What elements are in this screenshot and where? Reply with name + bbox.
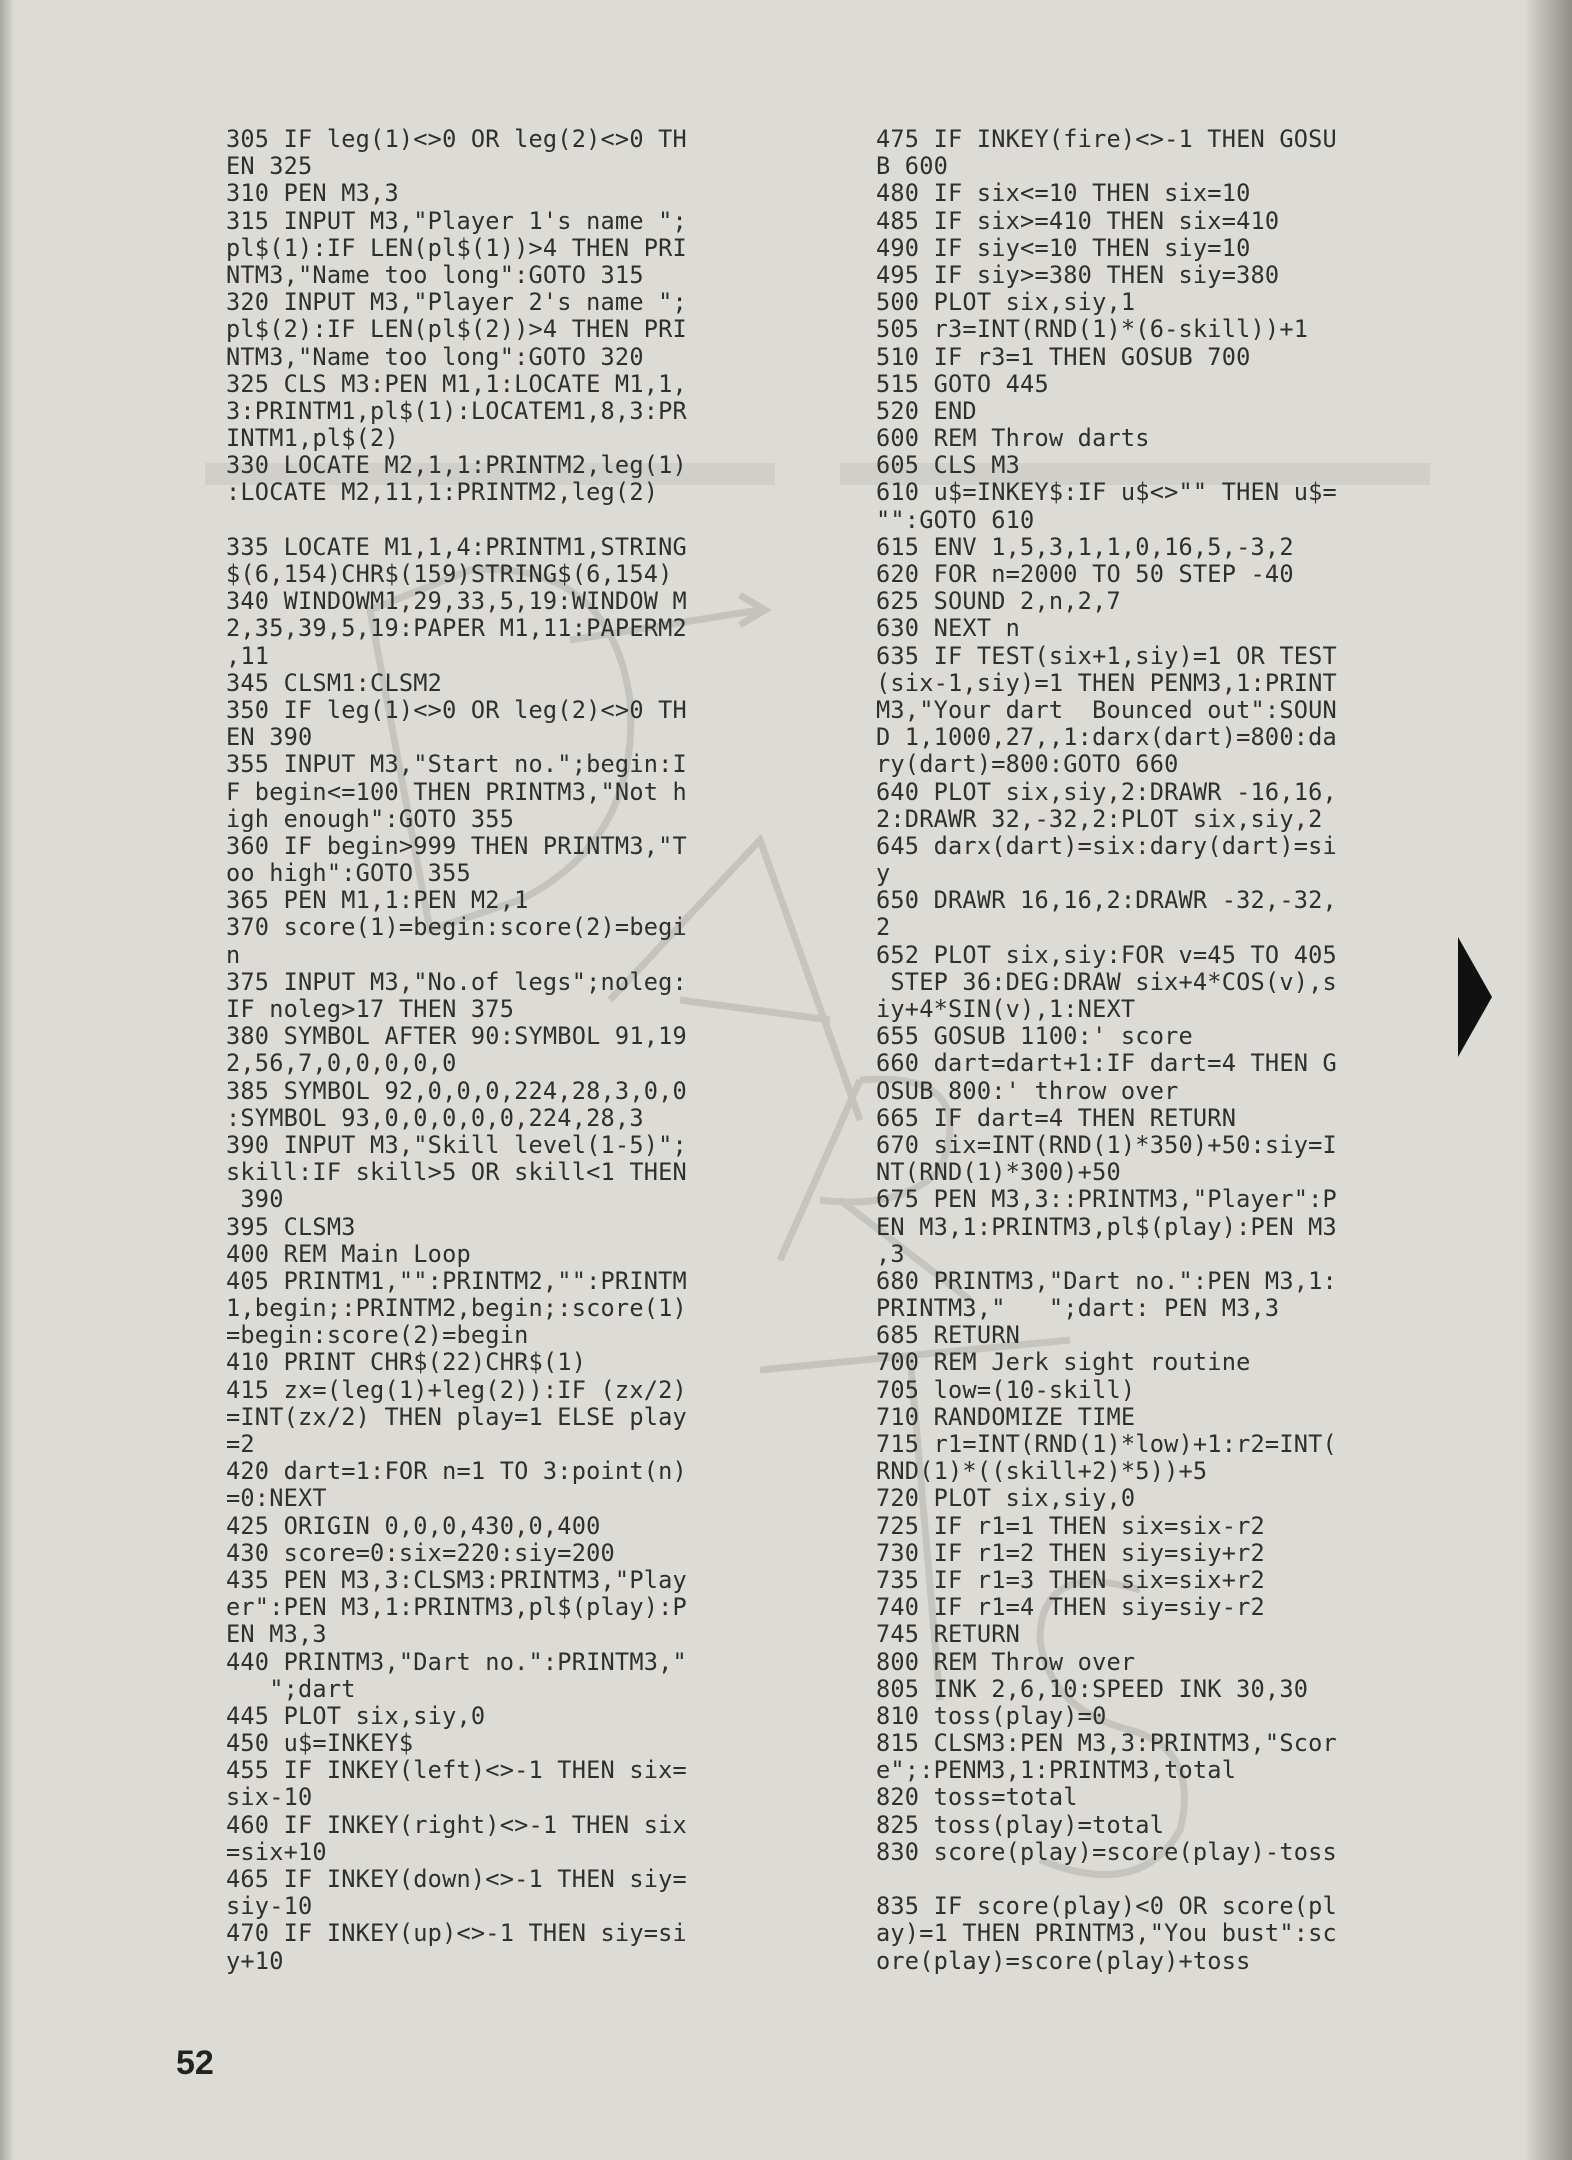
code-line: 455 IF INKEY(left)<>-1 THEN six= <box>226 1756 687 1785</box>
code-line: 630 NEXT n <box>876 614 1021 643</box>
code-line: 345 CLSM1:CLSM2 <box>226 668 443 697</box>
page-left-edge <box>0 0 14 2160</box>
code-line: 745 RETURN <box>876 1620 1021 1649</box>
code-line: 415 zx=(leg(1)+leg(2)):IF (zx/2) <box>226 1375 687 1404</box>
code-line: 610 u$=INKEY$:IF u$<>"" THEN u$= <box>876 478 1337 507</box>
code-line: 805 INK 2,6,10:SPEED INK 30,30 <box>876 1674 1309 1703</box>
book-spine-shadow <box>1526 0 1572 2160</box>
code-line: 835 IF score(play)<0 OR score(pl <box>876 1892 1337 1921</box>
code-line: NTM3,"Name too long":GOTO 320 <box>226 342 644 371</box>
code-line: 715 r1=INT(RND(1)*low)+1:r2=INT( <box>876 1430 1337 1458</box>
code-line: 465 IF INKEY(down)<>-1 THEN siy= <box>226 1865 687 1893</box>
code-line: 645 darx(dart)=six:dary(dart)=si <box>876 831 1337 860</box>
code-line: IF noleg>17 THEN 375 <box>226 995 515 1023</box>
code-line: y+10 <box>226 1946 284 1975</box>
code-line: 670 six=INT(RND(1)*350)+50:siy=I <box>876 1130 1337 1159</box>
code-line: 495 IF siy>=380 THEN siy=380 <box>876 260 1280 289</box>
code-line: 720 PLOT six,siy,0 <box>876 1484 1136 1513</box>
code-line: 470 IF INKEY(up)<>-1 THEN siy=si <box>226 1919 687 1948</box>
code-line: e";:PENM3,1:PRINTM3,total <box>876 1756 1237 1785</box>
code-line: 305 IF leg(1)<>0 OR leg(2)<>0 TH <box>226 125 687 153</box>
code-line: pl$(1):IF LEN(pl$(1))>4 THEN PRI <box>226 233 687 262</box>
code-line: 355 INPUT M3,"Start no.";begin:I <box>226 750 687 779</box>
code-line: 480 IF six<=10 THEN six=10 <box>876 179 1251 208</box>
code-line: 600 REM Throw darts <box>876 424 1150 453</box>
code-line: er":PEN M3,1:PRINTM3,pl$(play):P <box>226 1593 687 1622</box>
code-line: =begin:score(2)=begin <box>226 1321 529 1350</box>
code-line: 825 toss(play)=total <box>876 1810 1165 1839</box>
code-line: 445 PLOT six,siy,0 <box>226 1701 486 1730</box>
code-line: PRINTM3," ";dart: PEN M3,3 <box>876 1294 1280 1323</box>
code-line: 430 score=0:six=220:siy=200 <box>226 1538 615 1567</box>
code-line: 620 FOR n=2000 TO 50 STEP -40 <box>876 560 1294 588</box>
code-line: ,3 <box>876 1239 905 1268</box>
code-line: :SYMBOL 93,0,0,0,0,0,224,28,3 <box>226 1103 644 1132</box>
code-line: siy-10 <box>226 1892 313 1921</box>
code-line: 380 SYMBOL AFTER 90:SYMBOL 91,19 <box>226 1022 687 1051</box>
code-line: 440 PRINTM3,"Dart no.":PRINTM3," <box>226 1647 687 1676</box>
code-line: n <box>226 940 241 969</box>
code-line: 340 WINDOWM1,29,33,5,19:WINDOW M <box>226 587 687 616</box>
page-number: 52 <box>176 2044 214 2082</box>
code-line: skill:IF skill>5 OR skill<1 THEN <box>226 1158 687 1187</box>
code-line: 830 score(play)=score(play)-toss <box>876 1837 1337 1866</box>
code-line: 800 REM Throw over <box>876 1647 1136 1676</box>
code-line: 505 r3=INT(RND(1)*(6-skill))+1 <box>876 315 1309 344</box>
code-line: 735 IF r1=3 THEN six=six+r2 <box>876 1565 1265 1594</box>
code-line: EN 390 <box>226 723 313 752</box>
code-line: 330 LOCATE M2,1,1:PRINTM2,leg(1) <box>226 451 687 480</box>
code-line: 390 <box>226 1185 284 1214</box>
code-line: 390 INPUT M3,"Skill level(1-5)"; <box>226 1130 687 1159</box>
code-line: 705 low=(10-skill) <box>876 1375 1136 1404</box>
code-line: 635 IF TEST(six+1,siy)=1 OR TEST <box>876 641 1337 670</box>
code-line: D 1,1000,27,,1:darx(dart)=800:da <box>876 723 1337 752</box>
code-line: $(6,154)CHR$(159)STRING$(6,154) <box>226 560 673 588</box>
code-line: 410 PRINT CHR$(22)CHR$(1) <box>226 1348 587 1377</box>
code-line: 435 PEN M3,3:CLSM3:PRINTM3,"Play <box>226 1565 687 1594</box>
code-line: 405 PRINTM1,"":PRINTM2,"":PRINTM <box>226 1266 687 1295</box>
code-line: 515 GOTO 445 <box>876 369 1049 398</box>
code-line: OSUB 800:' throw over <box>876 1076 1179 1105</box>
code-line: 710 RANDOMIZE TIME <box>876 1402 1136 1431</box>
code-line: STEP 36:DEG:DRAW six+4*COS(v),s <box>876 967 1337 996</box>
code-line: 810 toss(play)=0 <box>876 1701 1107 1730</box>
code-line: 350 IF leg(1)<>0 OR leg(2)<>0 TH <box>226 695 687 724</box>
code-line: 375 INPUT M3,"No.of legs";noleg: <box>226 967 687 996</box>
code-line: 420 dart=1:FOR n=1 TO 3:point(n) <box>226 1457 687 1486</box>
code-line: 510 IF r3=1 THEN GOSUB 700 <box>876 342 1251 371</box>
code-line: M3,"Your dart Bounced out":SOUN <box>876 695 1337 724</box>
code-line: 675 PEN M3,3::PRINTM3,"Player":P <box>876 1185 1337 1214</box>
code-line: 655 GOSUB 1100:' score <box>876 1022 1193 1051</box>
code-line: y <box>876 859 891 888</box>
next-page-arrow-icon <box>1458 937 1492 1057</box>
code-line: igh enough":GOTO 355 <box>226 804 515 833</box>
code-line: 335 LOCATE M1,1,4:PRINTM1,STRING <box>226 532 687 561</box>
code-line: 665 IF dart=4 THEN RETURN <box>876 1103 1237 1132</box>
code-line: 660 dart=dart+1:IF dart=4 THEN G <box>876 1049 1337 1078</box>
code-line: 360 IF begin>999 THEN PRINTM3,"T <box>226 831 687 860</box>
code-line: "":GOTO 610 <box>876 505 1035 534</box>
code-line: 490 IF siy<=10 THEN siy=10 <box>876 233 1251 262</box>
code-line: F begin<=100 THEN PRINTM3,"Not h <box>226 777 687 806</box>
code-line: EN 325 <box>226 152 313 181</box>
code-line: 450 u$=INKEY$ <box>226 1729 414 1758</box>
code-line: 370 score(1)=begin:score(2)=begi <box>226 913 687 942</box>
code-line: 820 toss=total <box>876 1783 1078 1812</box>
code-line: 2:DRAWR 32,-32,2:PLOT six,siy,2 <box>876 804 1323 833</box>
code-line <box>226 507 786 534</box>
code-line: 605 CLS M3 <box>876 451 1021 480</box>
code-line: 365 PEN M1,1:PEN M2,1 <box>226 886 529 915</box>
code-line: =0:NEXT <box>226 1484 327 1513</box>
code-line: EN M3,1:PRINTM3,pl$(play):PEN M3 <box>876 1212 1337 1241</box>
code-line: 485 IF six>=410 THEN six=410 <box>876 206 1280 235</box>
code-line: 500 PLOT six,siy,1 <box>876 288 1136 317</box>
code-line: 310 PEN M3,3 <box>226 179 399 208</box>
code-line: 1,begin;:PRINTM2,begin;:score(1) <box>226 1294 687 1323</box>
code-line: iy+4*SIN(v),1:NEXT <box>876 995 1136 1023</box>
code-line: 685 RETURN <box>876 1321 1021 1350</box>
code-line: 725 IF r1=1 THEN six=six-r2 <box>876 1511 1265 1540</box>
code-line: 2,35,39,5,19:PAPER M1,11:PAPERM2 <box>226 614 687 643</box>
code-line: 700 REM Jerk sight routine <box>876 1348 1251 1377</box>
code-line: 680 PRINTM3,"Dart no.":PEN M3,1: <box>876 1266 1337 1295</box>
code-line: six-10 <box>226 1783 313 1812</box>
code-line: ";dart <box>226 1674 356 1703</box>
code-line: 3:PRINTM1,pl$(1):LOCATEM1,8,3:PR <box>226 396 687 425</box>
code-line: ore(play)=score(play)+toss <box>876 1946 1251 1975</box>
code-line: INTM1,pl$(2) <box>226 424 399 453</box>
code-line: 625 SOUND 2,n,2,7 <box>876 587 1121 616</box>
code-line: :LOCATE M2,11,1:PRINTM2,leg(2) <box>226 478 659 507</box>
code-line: =INT(zx/2) THEN play=1 ELSE play <box>226 1402 687 1431</box>
code-line: 320 INPUT M3,"Player 2's name "; <box>226 288 687 317</box>
code-column-right <box>876 126 1436 1975</box>
code-line: 520 END <box>876 396 977 425</box>
code-line: 395 CLSM3 <box>226 1212 356 1241</box>
code-line: 730 IF r1=2 THEN siy=siy+r2 <box>876 1538 1265 1567</box>
code-line: EN M3,3 <box>226 1620 327 1649</box>
code-line: 400 REM Main Loop <box>226 1239 471 1268</box>
code-line: RND(1)*((skill+2)*5))+5 <box>876 1457 1208 1486</box>
code-line: 815 CLSM3:PEN M3,3:PRINTM3,"Scor <box>876 1729 1337 1758</box>
code-line: 475 IF INKEY(fire)<>-1 THEN GOSU <box>876 125 1337 153</box>
code-line: =six+10 <box>226 1837 327 1866</box>
code-line: 650 DRAWR 16,16,2:DRAWR -32,-32, <box>876 886 1337 915</box>
code-line: 2 <box>876 913 891 942</box>
code-line: pl$(2):IF LEN(pl$(2))>4 THEN PRI <box>226 315 687 344</box>
code-line: NTM3,"Name too long":GOTO 315 <box>226 260 644 289</box>
code-line: 315 INPUT M3,"Player 1's name "; <box>226 206 687 235</box>
code-line: B 600 <box>876 152 949 181</box>
code-line: =2 <box>226 1430 255 1458</box>
code-line: 325 CLS M3:PEN M1,1:LOCATE M1,1, <box>226 369 687 398</box>
code-line: (six-1,siy)=1 THEN PENM3,1:PRINT <box>876 668 1337 697</box>
code-line: 652 PLOT six,siy:FOR v=45 TO 405 <box>876 940 1337 969</box>
code-line: ay)=1 THEN PRINTM3,"You bust":sc <box>876 1919 1337 1948</box>
code-line: NT(RND(1)*300)+50 <box>876 1158 1121 1187</box>
code-line: 615 ENV 1,5,3,1,1,0,16,5,-3,2 <box>876 532 1294 561</box>
code-line <box>876 1866 1436 1893</box>
code-line: 460 IF INKEY(right)<>-1 THEN six <box>226 1810 687 1839</box>
code-column-left <box>226 126 786 1975</box>
code-line: 425 ORIGIN 0,0,0,430,0,400 <box>226 1511 601 1540</box>
code-line: oo high":GOTO 355 <box>226 859 471 888</box>
code-line: 2,56,7,0,0,0,0,0 <box>226 1049 457 1078</box>
code-line: ry(dart)=800:GOTO 660 <box>876 750 1179 779</box>
code-line: 640 PLOT six,siy,2:DRAWR -16,16, <box>876 777 1337 806</box>
code-line: 740 IF r1=4 THEN siy=siy-r2 <box>876 1593 1265 1622</box>
code-line: ,11 <box>226 641 270 670</box>
code-line: 385 SYMBOL 92,0,0,0,224,28,3,0,0 <box>226 1076 687 1105</box>
